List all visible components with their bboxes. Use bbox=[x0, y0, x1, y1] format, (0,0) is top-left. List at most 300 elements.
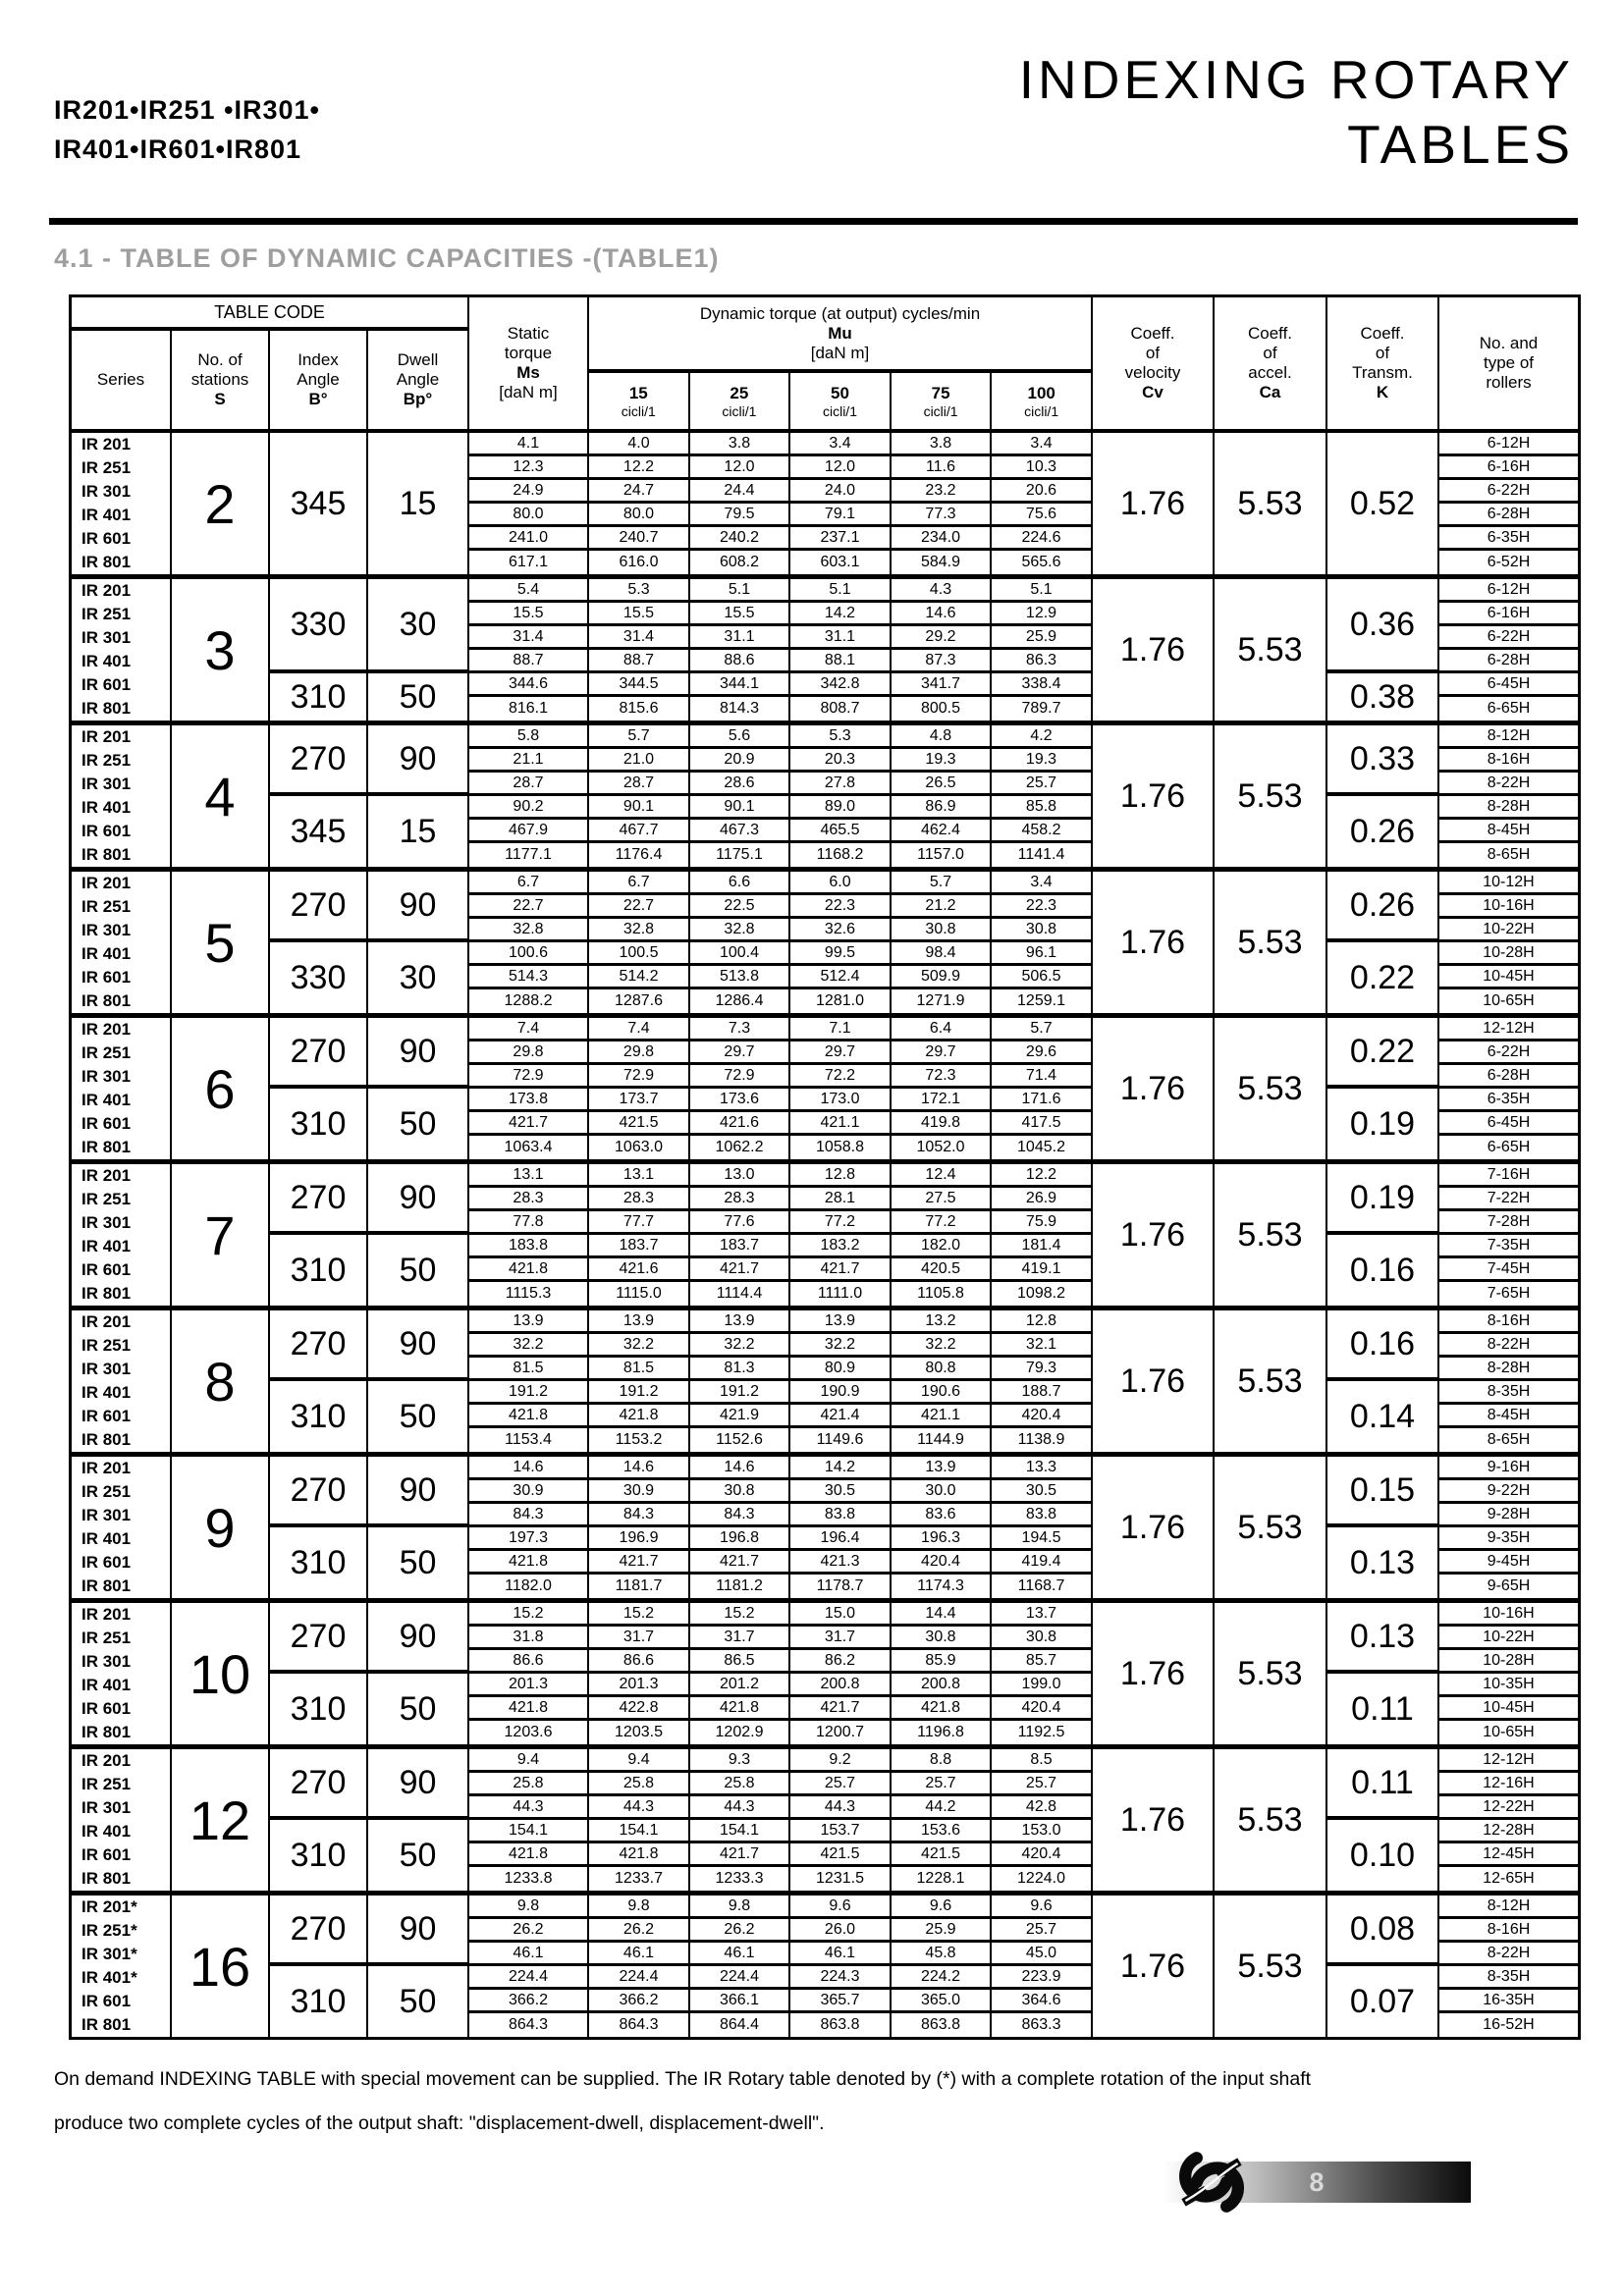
rollers-code: 6-22H bbox=[1439, 1041, 1578, 1065]
torque-value: 864.4 bbox=[690, 2013, 790, 2037]
torque-value: 1115.3 bbox=[469, 1282, 589, 1306]
torque-value: 421.7 bbox=[690, 1843, 790, 1867]
torque-value: 9.2 bbox=[790, 1749, 892, 1773]
table-code-header: TABLE CODE bbox=[72, 297, 469, 331]
torque-value: 25.7 bbox=[992, 773, 1093, 796]
footnote bbox=[54, 2057, 1578, 2146]
torque-value: 86.3 bbox=[992, 650, 1093, 673]
torque-value: 89.0 bbox=[790, 796, 892, 820]
torque-value: 20.3 bbox=[790, 749, 892, 773]
torque-value: 77.8 bbox=[469, 1211, 589, 1235]
page-number: 8 bbox=[1309, 2166, 1325, 2197]
torque-value: 15.5 bbox=[469, 603, 589, 626]
coeff-transm-value: 0.13 bbox=[1327, 1603, 1439, 1674]
torque-value: 421.7 bbox=[589, 1551, 690, 1575]
series-block bbox=[72, 1018, 1578, 1164]
torque-value: 88.7 bbox=[589, 650, 690, 673]
torque-value: 13.9 bbox=[690, 1310, 790, 1334]
cycles-15-header: 15 cicli/1 bbox=[589, 373, 690, 429]
torque-value: 420.4 bbox=[992, 1843, 1093, 1867]
torque-value: 421.8 bbox=[690, 1697, 790, 1721]
torque-value: 234.0 bbox=[892, 527, 992, 551]
torque-value: 458.2 bbox=[992, 820, 1093, 843]
series-block bbox=[72, 1896, 1578, 2037]
torque-value: 30.8 bbox=[992, 919, 1093, 942]
torque-value: 44.3 bbox=[690, 1796, 790, 1820]
dynamic-torque-header: Dynamic torque (at output) cycles/min Mu [daN m] bbox=[589, 297, 1093, 373]
torque-value: 100.5 bbox=[589, 942, 690, 966]
series-label: IR 401* bbox=[72, 1966, 172, 1990]
torque-value: 75.6 bbox=[992, 504, 1093, 527]
torque-value: 338.4 bbox=[992, 673, 1093, 697]
series-label: IR 801 bbox=[72, 697, 172, 721]
torque-value: 84.3 bbox=[469, 1504, 589, 1527]
torque-value: 15.2 bbox=[469, 1603, 589, 1627]
torque-value: 237.1 bbox=[790, 527, 892, 551]
torque-value: 21.2 bbox=[892, 895, 992, 919]
torque-value: 4.8 bbox=[892, 725, 992, 749]
torque-value: 29.2 bbox=[892, 626, 992, 650]
coeff-transm-header: Coeff. of Transm. K bbox=[1327, 297, 1439, 429]
rollers-code: 10-65H bbox=[1483, 992, 1535, 1009]
torque-value: 30.8 bbox=[690, 1480, 790, 1504]
rollers-code: 9-45H bbox=[1439, 1551, 1578, 1575]
torque-value: 1281.0 bbox=[790, 989, 892, 1013]
stations-count: 7 bbox=[172, 1164, 270, 1306]
series-block bbox=[72, 1749, 1578, 1896]
torque-value: 15.5 bbox=[589, 603, 690, 626]
rollers-code: 8-22H bbox=[1439, 1943, 1578, 1966]
rollers-code: 12-45H bbox=[1439, 1843, 1578, 1867]
torque-value: 21.0 bbox=[589, 749, 690, 773]
torque-value: 421.8 bbox=[589, 1405, 690, 1428]
series-label: IR 301 bbox=[72, 626, 172, 650]
torque-value: 5.4 bbox=[469, 579, 589, 603]
index-angle-value: 345 bbox=[270, 796, 368, 867]
torque-value: 197.3 bbox=[469, 1527, 589, 1551]
series-block bbox=[72, 1310, 1578, 1457]
torque-value: 421.6 bbox=[690, 1112, 790, 1136]
coeff-velocity-value: 1.76 bbox=[1093, 579, 1215, 721]
torque-value: 224.3 bbox=[790, 1966, 892, 1990]
coeff-transm-value: 0.11 bbox=[1327, 1749, 1439, 1820]
torque-value: 23.2 bbox=[892, 480, 992, 504]
torque-value: 14.2 bbox=[790, 603, 892, 626]
series-block bbox=[72, 1603, 1578, 1749]
coeff-velocity-value: 1.76 bbox=[1093, 1603, 1215, 1744]
coeff-transm-value: 0.07 bbox=[1327, 1966, 1439, 2037]
stations-count: 6 bbox=[172, 1018, 270, 1159]
torque-value: 608.2 bbox=[690, 551, 790, 574]
series-label: IR 201* bbox=[72, 1896, 172, 1919]
torque-value: 28.1 bbox=[790, 1188, 892, 1211]
torque-value: 365.7 bbox=[790, 1990, 892, 2013]
torque-value: 1286.4 bbox=[690, 989, 790, 1013]
coeff-transm-value: 0.08 bbox=[1327, 1896, 1439, 1966]
dwell-angle-value: 30 bbox=[368, 579, 469, 673]
dwell-angle-value: 50 bbox=[368, 1674, 469, 1744]
coeff-transm-value: 0.38 bbox=[1327, 673, 1439, 721]
torque-value: 30.0 bbox=[892, 1480, 992, 1504]
torque-value: 27.5 bbox=[892, 1188, 992, 1211]
torque-value: 1063.4 bbox=[469, 1136, 589, 1159]
torque-value: 30.9 bbox=[589, 1480, 690, 1504]
torque-value: 341.7 bbox=[892, 673, 992, 697]
torque-value: 616.0 bbox=[589, 551, 690, 574]
series-label: IR 251 bbox=[72, 1041, 172, 1065]
torque-value: 154.1 bbox=[690, 1820, 790, 1843]
torque-value: 15.5 bbox=[690, 603, 790, 626]
torque-value: 420.4 bbox=[992, 1697, 1093, 1721]
index-angle-value: 270 bbox=[270, 1896, 368, 1966]
index-angle-value: 270 bbox=[270, 1018, 368, 1089]
torque-value: 30.8 bbox=[992, 1627, 1093, 1650]
rollers-code: 6-28H bbox=[1439, 650, 1578, 673]
torque-value: 6.7 bbox=[469, 872, 589, 895]
torque-value: 1287.6 bbox=[589, 989, 690, 1013]
rollers-code: 16-52H bbox=[1483, 2016, 1535, 2033]
series-label: IR 601 bbox=[72, 673, 172, 697]
torque-value: 24.9 bbox=[469, 480, 589, 504]
torque-value: 14.6 bbox=[690, 1457, 790, 1480]
torque-value: 25.8 bbox=[589, 1773, 690, 1796]
torque-value: 26.9 bbox=[992, 1188, 1093, 1211]
torque-value: 25.7 bbox=[892, 1773, 992, 1796]
index-angle-value: 310 bbox=[270, 1235, 368, 1306]
rollers-code: 8-16H bbox=[1439, 1310, 1578, 1334]
torque-value: 421.4 bbox=[790, 1405, 892, 1428]
series-label: IR 301 bbox=[72, 919, 172, 942]
coeff-transm-value: 0.15 bbox=[1327, 1457, 1439, 1527]
torque-value: 14.6 bbox=[589, 1457, 690, 1480]
torque-value: 5.6 bbox=[690, 725, 790, 749]
coeff-velocity-value: 1.76 bbox=[1093, 1018, 1215, 1159]
torque-value: 26.2 bbox=[469, 1919, 589, 1943]
torque-value: 46.1 bbox=[790, 1943, 892, 1966]
torque-value: 32.2 bbox=[469, 1334, 589, 1358]
coeff-accel-header: Coeff. of accel. Ca bbox=[1215, 297, 1327, 429]
series-label: IR 201 bbox=[72, 1310, 172, 1334]
torque-value: 1138.9 bbox=[992, 1428, 1093, 1452]
model-list-line1: IR201•IR251 •IR301• bbox=[54, 95, 321, 125]
torque-value: 31.7 bbox=[690, 1627, 790, 1650]
torque-value: 1144.9 bbox=[892, 1428, 992, 1452]
torque-value: 3.8 bbox=[690, 433, 790, 456]
torque-value: 1168.7 bbox=[992, 1575, 1093, 1598]
dwell-angle-value: 15 bbox=[368, 433, 469, 574]
rollers-code: 9-22H bbox=[1439, 1480, 1578, 1504]
index-angle-value: 330 bbox=[270, 579, 368, 673]
rollers-code: 7-45H bbox=[1439, 1258, 1578, 1282]
torque-value: 467.3 bbox=[690, 820, 790, 843]
table-code-group bbox=[72, 297, 469, 429]
torque-value: 13.1 bbox=[589, 1164, 690, 1188]
torque-value: 5.8 bbox=[469, 725, 589, 749]
torque-value: 863.8 bbox=[892, 2013, 992, 2037]
rollers-code: 10-22H bbox=[1439, 919, 1578, 942]
torque-value: 15.2 bbox=[690, 1603, 790, 1627]
torque-value: 241.0 bbox=[469, 527, 589, 551]
torque-value: 224.4 bbox=[469, 1966, 589, 1990]
torque-value: 32.8 bbox=[469, 919, 589, 942]
stations-count: 5 bbox=[172, 872, 270, 1013]
torque-value: 83.8 bbox=[992, 1504, 1093, 1527]
torque-value: 15.2 bbox=[589, 1603, 690, 1627]
rollers-code: 9-65H bbox=[1487, 1577, 1531, 1594]
coeff-accel-value: 5.53 bbox=[1215, 1018, 1327, 1159]
rollers-code: 8-28H bbox=[1439, 1358, 1578, 1381]
torque-value: 422.8 bbox=[589, 1697, 690, 1721]
rollers-code: 8-45H bbox=[1439, 1405, 1578, 1428]
series-label: IR 251* bbox=[72, 1919, 172, 1943]
torque-value: 194.5 bbox=[992, 1527, 1093, 1551]
table-body bbox=[72, 433, 1578, 2037]
torque-value: 30.5 bbox=[992, 1480, 1093, 1504]
torque-value: 200.8 bbox=[892, 1674, 992, 1697]
torque-value: 84.3 bbox=[690, 1504, 790, 1527]
rollers-code: 6-65H bbox=[1487, 700, 1531, 717]
torque-value: 72.9 bbox=[469, 1065, 589, 1089]
torque-value: 816.1 bbox=[469, 697, 589, 721]
stations-count: 16 bbox=[172, 1896, 270, 2037]
brand-logo-knot-icon bbox=[1174, 2145, 1249, 2219]
coeff-accel-value: 5.53 bbox=[1215, 1896, 1327, 2037]
stations-header: No. of stations S bbox=[172, 331, 270, 429]
torque-value: 1203.5 bbox=[589, 1721, 690, 1744]
series-header: Series bbox=[72, 331, 172, 429]
series-label: IR 601 bbox=[72, 1258, 172, 1282]
series-block bbox=[72, 725, 1578, 872]
dwell-angle-value: 50 bbox=[368, 1820, 469, 1891]
rollers-code: 6-22H bbox=[1439, 626, 1578, 650]
torque-value: 1233.7 bbox=[589, 1867, 690, 1891]
torque-value: 1153.4 bbox=[469, 1428, 589, 1452]
torque-value: 183.7 bbox=[589, 1235, 690, 1258]
series-block bbox=[72, 1164, 1578, 1310]
rollers-code: 6-35H bbox=[1439, 1089, 1578, 1112]
series-label: IR 201 bbox=[72, 872, 172, 895]
torque-value: 240.7 bbox=[589, 527, 690, 551]
torque-value: 13.9 bbox=[892, 1457, 992, 1480]
torque-value: 421.1 bbox=[790, 1112, 892, 1136]
torque-value: 29.8 bbox=[589, 1041, 690, 1065]
torque-value: 191.2 bbox=[469, 1381, 589, 1405]
torque-value: 26.2 bbox=[690, 1919, 790, 1943]
torque-value: 1176.4 bbox=[589, 843, 690, 867]
torque-value: 86.6 bbox=[469, 1650, 589, 1674]
torque-value: 344.1 bbox=[690, 673, 790, 697]
torque-value: 3.8 bbox=[892, 433, 992, 456]
series-label: IR 801 bbox=[72, 551, 172, 574]
document-title-line2: TABLES bbox=[1347, 114, 1574, 175]
torque-value: 1233.8 bbox=[469, 1867, 589, 1891]
torque-value: 13.0 bbox=[690, 1164, 790, 1188]
torque-value: 153.0 bbox=[992, 1820, 1093, 1843]
torque-value: 1063.0 bbox=[589, 1136, 690, 1159]
torque-value: 199.0 bbox=[992, 1674, 1093, 1697]
torque-value: 30.9 bbox=[469, 1480, 589, 1504]
series-label: IR 251 bbox=[72, 895, 172, 919]
dwell-angle-value: 50 bbox=[368, 1966, 469, 2037]
torque-value: 224.4 bbox=[589, 1966, 690, 1990]
rollers-code: 8-45H bbox=[1439, 820, 1578, 843]
series-label: IR 401 bbox=[72, 1235, 172, 1258]
rollers-code: 6-16H bbox=[1439, 456, 1578, 480]
torque-value: 3.4 bbox=[992, 872, 1093, 895]
torque-value: 30.5 bbox=[790, 1480, 892, 1504]
torque-value: 419.4 bbox=[992, 1551, 1093, 1575]
torque-value: 800.5 bbox=[892, 697, 992, 721]
torque-value: 83.6 bbox=[892, 1504, 992, 1527]
series-label: IR 401 bbox=[72, 796, 172, 820]
index-angle-value: 310 bbox=[270, 1381, 368, 1452]
torque-value: 1192.5 bbox=[992, 1721, 1093, 1744]
torque-value: 12.3 bbox=[469, 456, 589, 480]
torque-value: 1174.3 bbox=[892, 1575, 992, 1598]
series-label: IR 801 bbox=[72, 843, 172, 867]
torque-value: 1181.7 bbox=[589, 1575, 690, 1598]
torque-value: 22.3 bbox=[992, 895, 1093, 919]
rollers-code: 7-28H bbox=[1439, 1211, 1578, 1235]
series-block bbox=[72, 1457, 1578, 1603]
torque-value: 421.7 bbox=[790, 1697, 892, 1721]
torque-value: 421.3 bbox=[790, 1551, 892, 1575]
torque-value: 80.8 bbox=[892, 1358, 992, 1381]
rollers-code: 9-16H bbox=[1439, 1457, 1578, 1480]
index-angle-value: 310 bbox=[270, 673, 368, 721]
torque-value: 26.2 bbox=[589, 1919, 690, 1943]
torque-value: 224.6 bbox=[992, 527, 1093, 551]
torque-value: 12.0 bbox=[790, 456, 892, 480]
torque-value: 99.5 bbox=[790, 942, 892, 966]
torque-value: 86.5 bbox=[690, 1650, 790, 1674]
torque-value: 9.4 bbox=[469, 1749, 589, 1773]
torque-value: 6.7 bbox=[589, 872, 690, 895]
torque-value: 88.6 bbox=[690, 650, 790, 673]
series-label: IR 201 bbox=[72, 579, 172, 603]
torque-value: 173.0 bbox=[790, 1089, 892, 1112]
torque-value: 1224.0 bbox=[992, 1867, 1093, 1891]
torque-value: 4.1 bbox=[469, 433, 589, 456]
torque-value: 77.2 bbox=[790, 1211, 892, 1235]
torque-value: 20.6 bbox=[992, 480, 1093, 504]
series-label: IR 251 bbox=[72, 1773, 172, 1796]
torque-value: 183.7 bbox=[690, 1235, 790, 1258]
series-label: IR 301* bbox=[72, 1943, 172, 1966]
torque-value: 44.3 bbox=[589, 1796, 690, 1820]
cycles-75-header: 75 cicli/1 bbox=[892, 373, 993, 429]
torque-value: 32.8 bbox=[589, 919, 690, 942]
torque-value: 31.7 bbox=[589, 1627, 690, 1650]
torque-value: 28.3 bbox=[690, 1188, 790, 1211]
torque-value: 190.9 bbox=[790, 1381, 892, 1405]
dwell-angle-value: 50 bbox=[368, 1089, 469, 1159]
torque-value: 5.7 bbox=[589, 725, 690, 749]
header-rule bbox=[49, 218, 1578, 225]
torque-value: 366.1 bbox=[690, 1990, 790, 2013]
coeff-accel-value: 5.53 bbox=[1215, 1164, 1327, 1306]
index-angle-value: 310 bbox=[270, 1527, 368, 1598]
torque-value: 1157.0 bbox=[892, 843, 992, 867]
torque-value: 25.8 bbox=[690, 1773, 790, 1796]
index-angle-value: 310 bbox=[270, 1674, 368, 1744]
series-label: IR 601 bbox=[72, 1990, 172, 2013]
torque-value: 863.3 bbox=[992, 2013, 1093, 2037]
torque-value: 465.5 bbox=[790, 820, 892, 843]
torque-value: 421.8 bbox=[469, 1405, 589, 1428]
torque-value: 5.7 bbox=[892, 872, 992, 895]
rollers-code: 6-12H bbox=[1439, 579, 1578, 603]
torque-value: 90.1 bbox=[690, 796, 790, 820]
torque-value: 5.1 bbox=[790, 579, 892, 603]
series-label: IR 401 bbox=[72, 1820, 172, 1843]
torque-value: 1228.1 bbox=[892, 1867, 992, 1891]
rollers-code: 10-45H bbox=[1439, 1697, 1578, 1721]
coeff-velocity-value: 1.76 bbox=[1093, 1896, 1215, 2037]
torque-value: 9.4 bbox=[589, 1749, 690, 1773]
torque-value: 20.9 bbox=[690, 749, 790, 773]
torque-value: 14.4 bbox=[892, 1603, 992, 1627]
torque-value: 182.0 bbox=[892, 1235, 992, 1258]
coeff-accel-value: 5.53 bbox=[1215, 579, 1327, 721]
torque-value: 6.6 bbox=[690, 872, 790, 895]
torque-value: 1182.0 bbox=[469, 1575, 589, 1598]
torque-value: 46.1 bbox=[589, 1943, 690, 1966]
torque-value: 31.7 bbox=[790, 1627, 892, 1650]
rollers-code: 8-16H bbox=[1439, 1919, 1578, 1943]
torque-value: 15.0 bbox=[790, 1603, 892, 1627]
torque-value: 12.2 bbox=[992, 1164, 1093, 1188]
coeff-transm-value: 0.16 bbox=[1327, 1235, 1439, 1306]
torque-value: 1181.2 bbox=[690, 1575, 790, 1598]
torque-value: 24.0 bbox=[790, 480, 892, 504]
torque-value: 12.9 bbox=[992, 603, 1093, 626]
torque-value: 77.7 bbox=[589, 1211, 690, 1235]
series-label: IR 401 bbox=[72, 942, 172, 966]
torque-value: 1114.4 bbox=[690, 1282, 790, 1306]
torque-value: 77.2 bbox=[892, 1211, 992, 1235]
torque-value: 25.9 bbox=[992, 626, 1093, 650]
torque-value: 32.8 bbox=[690, 919, 790, 942]
torque-value: 85.8 bbox=[992, 796, 1093, 820]
stations-count: 8 bbox=[172, 1310, 270, 1452]
torque-value: 417.5 bbox=[992, 1112, 1093, 1136]
rollers-code: 6-16H bbox=[1439, 603, 1578, 626]
torque-value: 22.7 bbox=[469, 895, 589, 919]
torque-value: 24.4 bbox=[690, 480, 790, 504]
torque-value: 80.9 bbox=[790, 1358, 892, 1381]
torque-value: 4.3 bbox=[892, 579, 992, 603]
torque-value: 6.0 bbox=[790, 872, 892, 895]
torque-value: 200.8 bbox=[790, 1674, 892, 1697]
torque-value: 44.2 bbox=[892, 1796, 992, 1820]
coeff-velocity-value: 1.76 bbox=[1093, 433, 1215, 574]
torque-value: 366.2 bbox=[589, 1990, 690, 2013]
torque-value: 223.9 bbox=[992, 1966, 1093, 1990]
cycles-100-header: 100 cicli/1 bbox=[992, 373, 1093, 429]
rollers-code: 6-28H bbox=[1439, 504, 1578, 527]
torque-value: 7.1 bbox=[790, 1018, 892, 1041]
index-angle-value: 310 bbox=[270, 1820, 368, 1891]
torque-value: 183.2 bbox=[790, 1235, 892, 1258]
torque-value: 467.9 bbox=[469, 820, 589, 843]
torque-value: 12.0 bbox=[690, 456, 790, 480]
torque-value: 25.9 bbox=[892, 1919, 992, 1943]
torque-value: 514.2 bbox=[589, 966, 690, 989]
footnote-line1: On demand INDEXING TABLE with special movement can be supplied. The IR Rotary table denoted by (*) with a complete rotation of the input shaft bbox=[54, 2068, 1312, 2090]
series-label: IR 601 bbox=[72, 1843, 172, 1867]
series-label: IR 301 bbox=[72, 480, 172, 504]
